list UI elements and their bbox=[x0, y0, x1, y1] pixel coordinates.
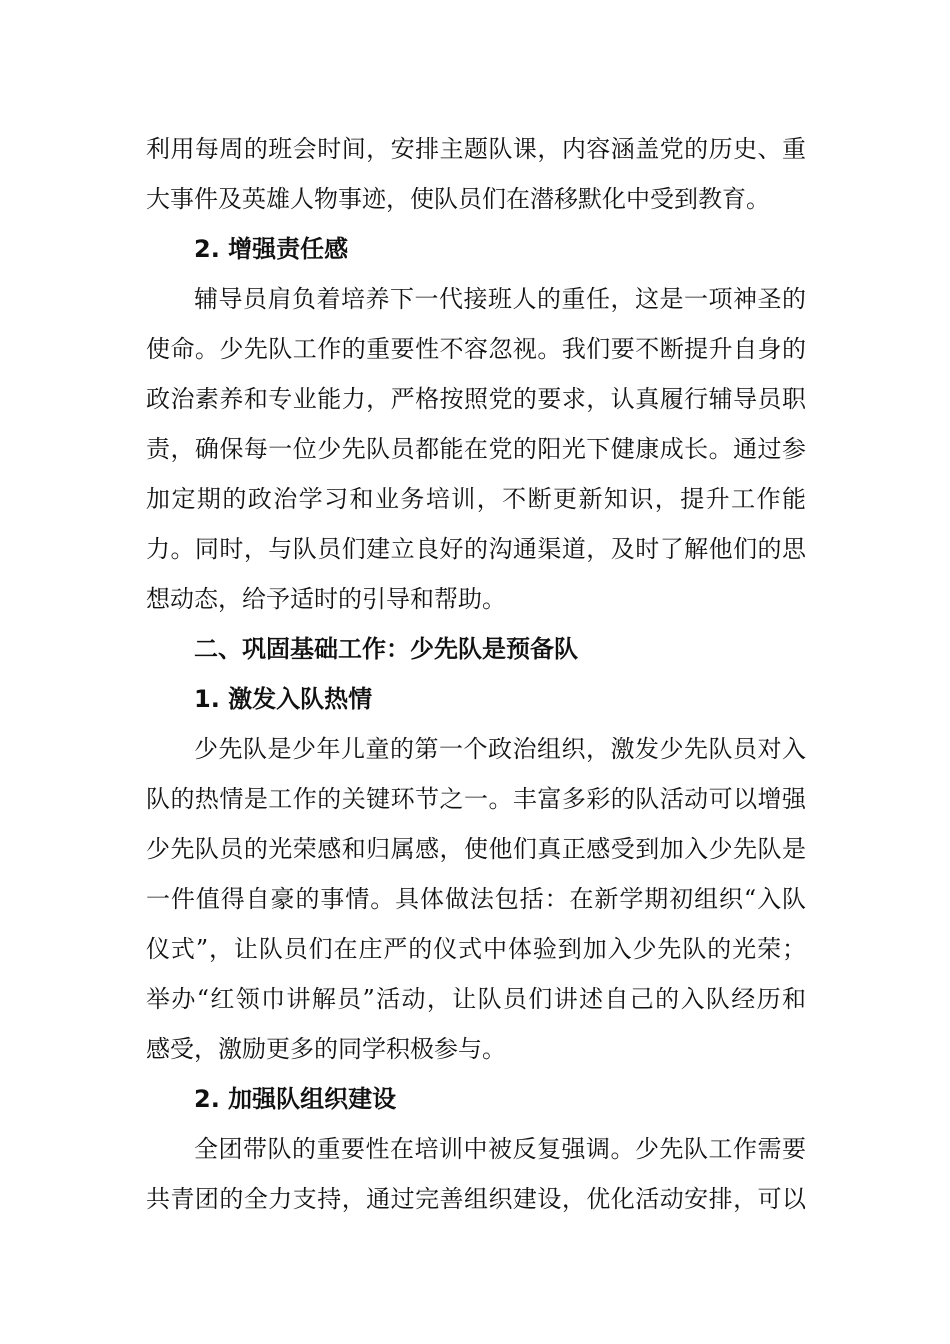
paragraph-line: 力。同时，与队员们建立良好的沟通渠道，及时了解他们的思 bbox=[146, 535, 806, 563]
subheading-organization-building: 2. 加强队组织建设 bbox=[194, 1085, 397, 1113]
paragraph-line: 全团带队的重要性在培训中被反复强调。少先队工作需要 bbox=[194, 1135, 806, 1163]
paragraph-line: 政治素养和专业能力，严格按照党的要求，认真履行辅导员职 bbox=[146, 385, 806, 413]
paragraph-line: 想动态，给予适时的引导和帮助。 bbox=[146, 585, 506, 613]
paragraph-line: 责，确保每一位少先队员都能在党的阳光下健康成长。通过参 bbox=[146, 435, 806, 463]
section-heading: 二、巩固基础工作：少先队是预备队 bbox=[194, 635, 578, 663]
paragraph-line: 一件值得自豪的事情。具体做法包括：在新学期初组织“入队 bbox=[146, 885, 806, 913]
subheading-enhance-responsibility: 2. 增强责任感 bbox=[194, 235, 349, 263]
paragraph-line: 少先队是少年儿童的第一个政治组织，激发少先队员对入 bbox=[194, 735, 806, 763]
paragraph-line: 感受，激励更多的同学积极参与。 bbox=[146, 1035, 506, 1063]
paragraph-line: 利用每周的班会时间，安排主题队课，内容涵盖党的历史、重 bbox=[146, 135, 806, 163]
paragraph-line: 共青团的全力支持，通过完善组织建设，优化活动安排，可以 bbox=[146, 1185, 806, 1213]
paragraph-line: 使命。少先队工作的重要性不容忽视。我们要不断提升自身的 bbox=[146, 335, 806, 363]
paragraph-line: 大事件及英雄人物事迹，使队员们在潜移默化中受到教育。 bbox=[146, 185, 770, 213]
paragraph-line: 队的热情是工作的关键环节之一。丰富多彩的队活动可以增强 bbox=[146, 785, 806, 813]
paragraph-line: 举办“红领巾讲解员”活动，让队员们讲述自己的入队经历和 bbox=[146, 985, 806, 1013]
paragraph-line: 辅导员肩负着培养下一代接班人的重任，这是一项神圣的 bbox=[194, 285, 806, 313]
subheading-stimulate-enthusiasm: 1. 激发入队热情 bbox=[194, 685, 373, 713]
paragraph-line: 仪式”，让队员们在庄严的仪式中体验到加入少先队的光荣； bbox=[146, 935, 806, 963]
paragraph-line: 加定期的政治学习和业务培训，不断更新知识，提升工作能 bbox=[146, 485, 806, 513]
paragraph-line: 少先队员的光荣感和归属感，使他们真正感受到加入少先队是 bbox=[146, 835, 806, 863]
